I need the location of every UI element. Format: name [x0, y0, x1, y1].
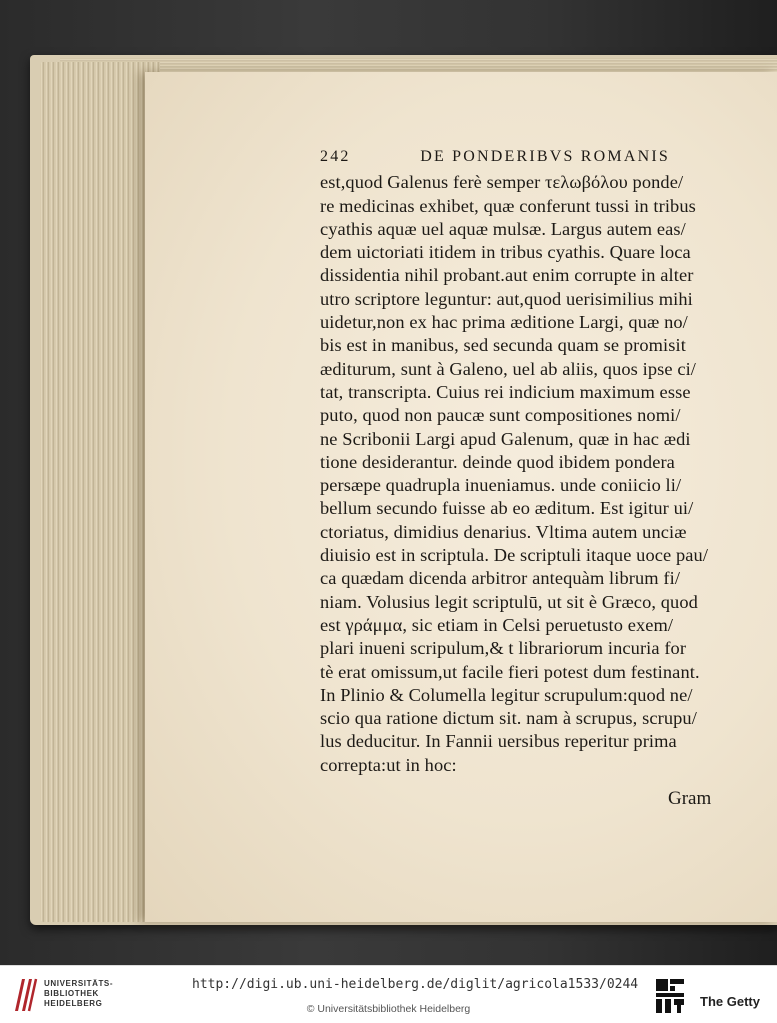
running-title: DE PONDERIBVS ROMANIS	[420, 148, 670, 165]
text-line: bis est in manibus, sed secunda quam se promisit	[320, 335, 686, 356]
text-line: utro scriptore leguntur: aut,quod uerisimilius mihi	[320, 288, 693, 309]
text-line: diuisio est in scriptula. De scriptuli itaque uoce pau/	[320, 545, 709, 566]
text-line: niam. Volusius legit scriptulū, ut sit è Græco, quod	[320, 591, 698, 612]
text-line: tione desiderantur. deinde quod ibidem pondera	[320, 451, 675, 472]
getty-logo-icon[interactable]	[655, 978, 685, 1014]
text-line: persæpe quadrupla inueniamus. unde coniicio li/	[320, 475, 682, 496]
text-line: dem uictoriati itidem in tribus cyathis. Quare loca	[320, 242, 691, 263]
partner-name: The Getty	[700, 994, 760, 1009]
permalink-url[interactable]: http://digi.ub.uni-heidelberg.de/diglit/agricola1533/0244	[192, 977, 639, 992]
page-text	[320, 145, 730, 777]
copyright-notice: © Universitätsbibliothek Heidelberg	[306, 1003, 471, 1015]
page-number: 242	[320, 148, 351, 165]
text-line: ca quædam dicenda arbitror antequàm librum fi/	[320, 568, 681, 589]
text-line: lus deducitur. In Fannii uersibus reperitur prima	[320, 731, 677, 752]
text-line: bellum secundo fuisse ab eo æditum. Est igitur ui/	[320, 498, 694, 519]
text-line: æditurum, sunt à Galeno, uel ab aliis, quos ipse ci/	[320, 358, 697, 379]
text-line: tè erat omissum,ut facile fieri potest dum festinant.	[320, 661, 700, 682]
running-head	[320, 145, 670, 168]
text-line: est,quod Galenus ferè semper τελωβόλου ponde/	[320, 172, 684, 193]
text-line: est γράμμα, sic etiam in Celsi peruetusto exem/	[320, 614, 674, 635]
text-line: re medicinas exhibet, quæ conferunt tussi in tribus	[320, 195, 696, 216]
text-line: correpta:ut in hoc:	[320, 754, 457, 775]
text-line: ne Scribonii Largi apud Galenum, quæ in hac ædi	[320, 428, 691, 449]
text-line: puto, quod non paucæ sunt compositiones nomi/	[320, 405, 681, 426]
text-line: plari inueni scripulum,& t librariorum incuria for	[320, 638, 687, 659]
text-line: scio qua ratione dictum sit. nam à scrupus, scrupu/	[320, 708, 697, 729]
institution-name: UNIVERSITÄTS- BIBLIOTHEK HEIDELBERG	[44, 979, 114, 1008]
catchword: Gram	[668, 788, 712, 809]
text-line: dissidentia nihil probant.aut enim corrupte in alter	[320, 265, 694, 286]
text-line: In Plinio & Columella legitur scrupulum:quod ne/	[320, 684, 693, 705]
text-line: cyathis aquæ uel aquæ mulsæ. Largus autem eas/	[320, 218, 686, 239]
text-line: uidetur,non ex hac prima æditione Largi, quæ no/	[320, 312, 688, 333]
text-line: ctoriatus, dimidius denarius. Vltima autem unciæ	[320, 521, 687, 542]
page-fore-edges	[40, 62, 160, 922]
text-line: tat, transcripta. Cuius rei indicium maximum esse	[320, 381, 691, 402]
